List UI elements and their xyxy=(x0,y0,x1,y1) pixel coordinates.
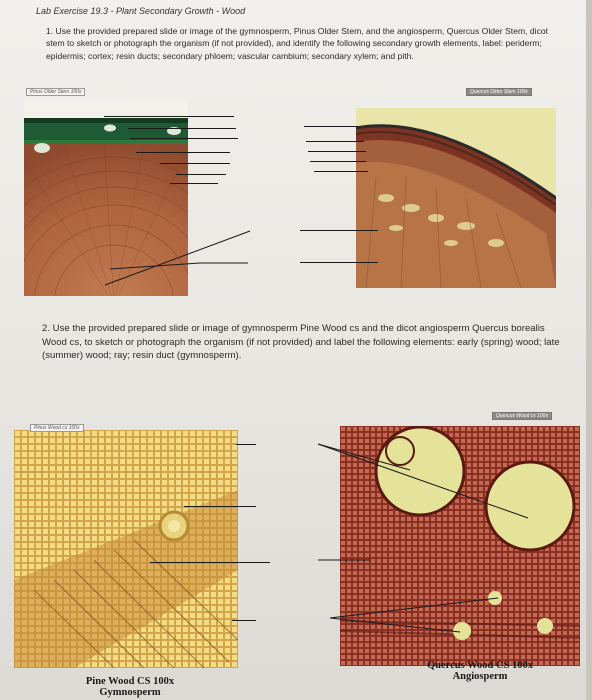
caption-line: Gymnosperm xyxy=(99,687,161,698)
label-line xyxy=(236,444,256,445)
caption-line: Pine Wood CS 100x xyxy=(85,676,175,687)
label-line xyxy=(232,620,256,621)
label-line xyxy=(130,138,238,139)
page-title: Lab Exercise 19.3 - Plant Secondary Growth - Wood xyxy=(36,6,246,16)
label-line xyxy=(308,151,366,152)
label-line xyxy=(128,128,236,129)
pinus-wood-cs-image xyxy=(14,430,238,668)
label-line xyxy=(104,116,234,117)
label-line xyxy=(300,230,378,231)
pinus-wood-tag: Pinus Wood cs 100x xyxy=(30,424,84,432)
pinus-stem-pointer-lines xyxy=(100,225,260,295)
quercus-wood-caption xyxy=(400,660,560,682)
pinus-wood-caption xyxy=(50,676,210,698)
label-line xyxy=(136,152,230,153)
pinus-stem-tag: Pinus Older Stem 100x xyxy=(26,88,85,96)
quercus-stem-tag: Quercus Older Stem 100x xyxy=(466,88,532,96)
label-line xyxy=(304,126,360,127)
quercus-wood-pointer-lines xyxy=(310,440,540,640)
caption-line: Angiosperm xyxy=(452,671,508,682)
label-line xyxy=(150,562,270,563)
question-1-text: 1. Use the provided prepared slide or image of the gymnosperm, Pinus Older Stem, and the angiosperm, Quercus Older Stem, dicot stem to sketch or photograph the organism (if not provided), and identify the following secondary growth elements, label: periderm; epidermis; cortex; resin ducts; secondary phloem; vascular cambium; secondary xylem; and pith. xyxy=(46,26,549,61)
label-line xyxy=(314,171,368,172)
page-edge xyxy=(586,0,592,700)
label-line xyxy=(160,163,230,164)
caption-line: Quercus Wood CS 100x xyxy=(426,660,534,671)
label-line xyxy=(310,161,366,162)
label-line xyxy=(300,262,378,263)
label-line xyxy=(306,141,364,142)
quercus-wood-tag: Quercus Wood cs 100x xyxy=(492,412,552,420)
label-line xyxy=(176,174,226,175)
quercus-older-stem-image xyxy=(356,108,556,288)
label-line xyxy=(184,506,256,507)
label-line xyxy=(170,183,218,184)
question-2-text: 2. Use the provided prepared slide or image of gymnosperm Pine Wood cs and the dicot angiosperm Quercus borealis Wood cs, to sketch or photograph the organism (if not provided) and label the following elements: early (spring) wood; late (summer) wood; ray; resin duct (gymnosperm). xyxy=(42,323,560,362)
